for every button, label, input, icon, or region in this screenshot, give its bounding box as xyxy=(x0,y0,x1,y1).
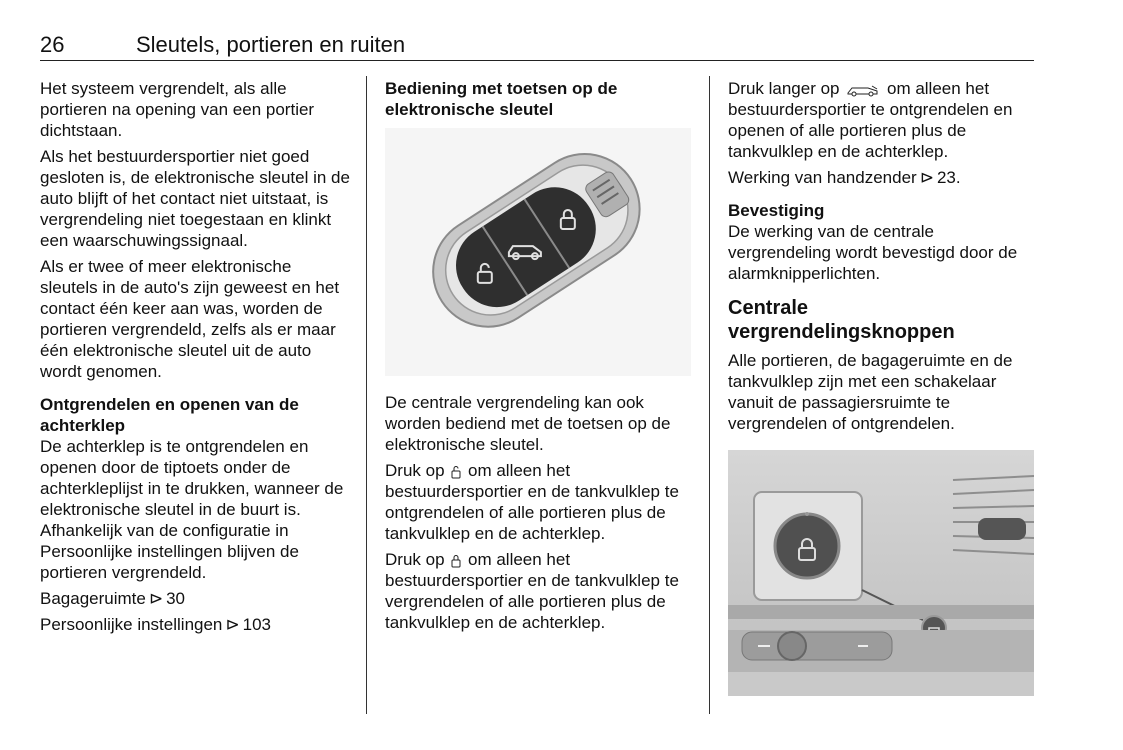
text: Druk langer op xyxy=(728,79,840,98)
paragraph: Als het bestuurdersportier niet goed gesloten is, de elektronische sleutel in de auto blijft of het contact niet uitstaat, is vergrendeling niet toegestaan en klinkt een waarschuwingssignaal. xyxy=(40,147,350,250)
subheading: Bediening met toetsen op de elektronische sleutel xyxy=(385,79,618,119)
reference-label: Bagageruimte xyxy=(40,589,146,608)
text: om alleen het bestuurdersportier en de tankvulklep te ontgrendelen of alle portieren plus de tankvulklep en de achterklep. xyxy=(385,461,679,543)
subheading: Ontgrendelen en openen van de achterklep xyxy=(40,395,299,435)
reference-arrow-icon: ⊳ xyxy=(919,168,934,187)
paragraph xyxy=(385,549,695,633)
reference-label: Persoonlijke instellingen xyxy=(40,615,223,634)
reference-label: Werking van handzender xyxy=(728,168,917,187)
reference-arrow-icon: ⊳ xyxy=(148,589,164,608)
column-divider xyxy=(709,76,710,714)
column-divider xyxy=(366,76,367,714)
paragraph xyxy=(385,460,695,544)
lock-icon xyxy=(451,554,461,568)
cross-reference xyxy=(40,614,350,635)
reference-page: 103 xyxy=(242,615,272,634)
unlock-icon xyxy=(451,465,461,479)
page-title: Sleutels, portieren en ruiten xyxy=(136,32,406,57)
cross-reference xyxy=(40,588,350,609)
page-number: 26 xyxy=(40,32,65,57)
paragraph: De centrale vergrendeling kan ook worden bediend met de toetsen op de elektronische sleutel. xyxy=(385,393,671,454)
cross-reference xyxy=(728,167,1036,188)
reference-arrow-icon: ⊳ xyxy=(225,615,240,634)
paragraph: Als er twee of meer elektronische sleutels in de auto's zijn geweest en het contact één keer aan was, worden de portieren vergrendeld, zelfs als er maar één elektronische sleutel uit de auto wordt genomen. xyxy=(40,257,340,381)
column-middle xyxy=(385,78,695,638)
key-fob-illustration xyxy=(385,128,691,376)
section-heading: Centrale vergrendelingsknoppen xyxy=(728,297,955,343)
text: om alleen het bestuurdersportier en de tankvulklep te vergrendelen of alle portieren plus de tankvulklep en de achterklep. xyxy=(385,550,679,632)
central-lock-button-photo xyxy=(728,450,1034,696)
paragraph: Alle portieren, de bagageruimte en de tankvulklep zijn met een schakelaar vanuit de passagiersruimte te vergrendelen of ontgrendelen. xyxy=(728,351,1013,433)
reference-page: 30 xyxy=(166,589,186,608)
text: om alleen het bestuurdersportier te ontgrendelen en openen of alle portieren plus de tankvulklep en de achterklep. xyxy=(728,79,1013,161)
column-left xyxy=(40,78,350,640)
paragraph: De werking van de centrale vergrendeling wordt bevestigd door de alarmknipperlichten. xyxy=(728,222,1018,283)
car-tailgate-icon xyxy=(846,83,880,97)
page-header xyxy=(40,32,1034,61)
text: Druk op xyxy=(385,550,445,569)
reference-page: 23. xyxy=(936,168,961,187)
paragraph: Het systeem vergrendelt, als alle portieren na opening van een portier dichtstaan. xyxy=(40,79,315,140)
subheading: Bevestiging xyxy=(728,201,825,220)
paragraph: De achterklep is te ontgrendelen en openen door de tiptoets onder de achterkleplijst in te drukken, wanneer de elektronische sleutel in de buurt is. Afhankelijk van de configuratie in Persoonlijke instellingen blijven de portieren vergrendeld. xyxy=(40,437,344,582)
text: Druk op xyxy=(385,461,445,480)
column-right xyxy=(728,78,1036,696)
paragraph xyxy=(728,78,1036,162)
